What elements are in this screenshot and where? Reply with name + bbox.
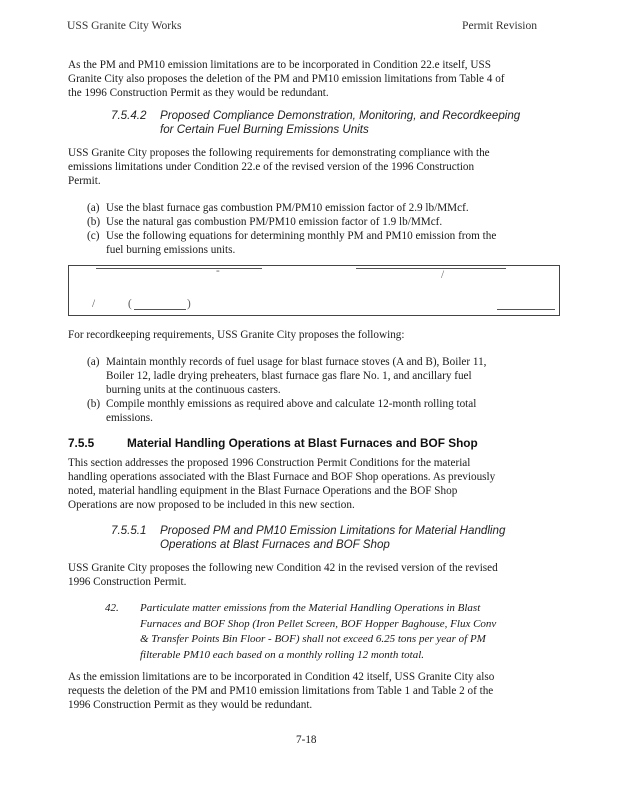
equation-rule [356,268,506,269]
text-line: Compile monthly emissions as required above and calculate 12-month rolling total [106,398,477,410]
text-line: Use the following equations for determining monthly PM and PM10 emission from the [106,230,497,242]
text-line: emissions. [106,412,153,424]
condition-text [140,601,496,663]
heading-line: for Certain Fuel Burning Emissions Units [160,123,369,136]
list-item-label: (b) [87,398,101,410]
text-line: As the PM and PM10 emission limitations are to be incorporated in Condition 22.e itself, USS [68,59,491,71]
equation-symbol: ( [128,298,132,310]
heading-line: Operations at Blast Furnaces and BOF Shop [160,538,390,551]
text-line: burning units at the continuous casters. [106,384,281,396]
equation-rule [497,309,555,310]
condition-number: 42. [105,602,119,614]
equation-symbol: / [92,298,96,310]
section-7542-title [160,109,520,137]
text-line: Furnaces and BOF Shop (Iron Pellet Screen, BOF Hopper Baghouse, Flux Conv [140,617,497,630]
list-item [106,397,476,425]
text-line: noted, material handling equipment in the Blast Furnace Operations and the BOF Shop [68,485,458,497]
header-left: USS Granite City Works [67,19,182,32]
text-line: Boiler 12, ladle drying preheaters, blast furnace gas flare No. 1, and ancillary fuel [106,370,472,382]
section-755-title: Material Handling Operations at Blast Furnaces and BOF Shop [127,436,478,450]
text-line: USS Granite City proposes the following requirements for demonstrating compliance with the [68,147,490,159]
text-line: This section addresses the proposed 1996 Construction Permit Conditions for the material [68,457,471,469]
section-7542-paragraph [68,146,490,188]
equation-symbol: - [216,265,220,277]
text-line: Granite City also proposes the deletion of the PM and PM10 emission limitations from Table 4 of [68,73,505,85]
text-line: USS Granite City proposes the following new Condition 42 in the revised version of the revised [68,562,498,574]
heading-line: Proposed Compliance Demonstration, Monitoring, and Recordkeeping [160,109,521,122]
equation-rule [96,268,262,269]
text-line: 1996 Construction Permit. [68,576,187,588]
equation-symbol: ) [187,298,191,310]
text-line: handling operations associated with the Blast Furnace and BOF Shop operations. As previously [68,471,496,483]
section-755-paragraph [68,456,495,512]
closing-paragraph [68,670,494,712]
list-item: Use the natural gas combustion PM/PM10 emission factor of 1.9 lb/MMcf. [106,216,443,228]
section-7551-title [160,524,505,552]
text-line: fuel burning emissions units. [106,244,236,256]
text-line: requests the deletion of the PM and PM10 emission limitations from Table 1 and Table 2 of the [68,685,494,697]
text-line: the 1996 Construction Permit as they would be redundant. [68,87,329,99]
section-7551-number: 7.5.5.1 [111,524,147,537]
list-item [106,229,496,257]
recordkeeping-intro: For recordkeeping requirements, USS Granite City proposes the following: [68,329,405,341]
list-item-label: (a) [87,202,100,214]
page-number: 7-18 [296,734,317,746]
text-line: Particulate matter emissions from the Material Handling Operations in Blast [140,602,481,614]
list-item [106,355,486,397]
list-item-label: (c) [87,230,100,242]
intro-paragraph [68,58,505,100]
text-line: 1996 Construction Permit as they would be redundant. [68,699,313,711]
section-7542-number: 7.5.4.2 [111,109,147,122]
equation-symbol: / [441,269,445,281]
text-line: filterable PM10 each based on a monthly rolling 12 month total. [140,648,425,661]
text-line: Permit. [68,175,101,187]
text-line: emissions limitations under Condition 22.e of the revised version of the 1996 Construction [68,161,475,173]
text-line: Operations are now proposed to be included in this new section. [68,499,355,511]
heading-line: Proposed PM and PM10 Emission Limitations for Material Handling [160,524,506,537]
text-line: As the emission limitations are to be incorporated in Condition 42 itself, USS Granite City also [68,671,495,683]
header-right: Permit Revision [462,19,538,32]
section-755-number: 7.5.5 [68,436,95,450]
text-line: & Transfer Points Bin Floor - BOF) shall not exceed 6.25 tons per year of PM [140,633,486,645]
equation-rule [134,309,186,310]
text-line: Maintain monthly records of fuel usage for blast furnace stoves (A and B), Boiler 11, [106,356,487,368]
list-item-label: (b) [87,216,101,228]
section-7551-paragraph [68,561,498,589]
list-item-label: (a) [87,356,100,368]
list-item: Use the blast furnace gas combustion PM/PM10 emission factor of 2.9 lb/MMcf. [106,202,469,214]
